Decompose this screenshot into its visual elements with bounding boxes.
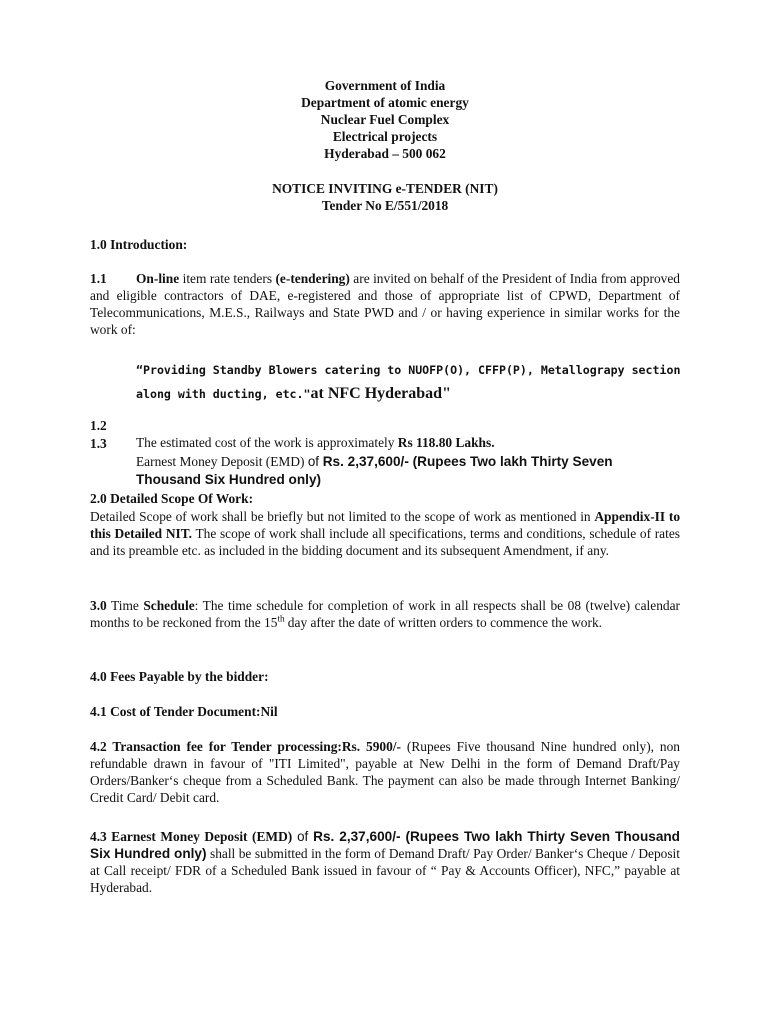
emd-amount-4-3: Rs. 2,37,600/- (Rupees Two lakh Thirty Seven Thousand Six Hundred only): [90, 829, 680, 861]
header-line-complex: Nuclear Fuel Complex: [320, 112, 450, 127]
emd-paragraph: 4.3 Earnest Money Deposit (EMD) of Rs. 2,37,600/- (Rupees Two lakh Thirty Seven Thousand Six Hundred only) shall be submitted in the form of Demand Draft/ Pay Order/ Banker‘s Cheque / Deposit at Call receipt/ FDR of a Scheduled Bank issued in favour of “ Pay & Accounts Officer), NFC,” payable at Hyderabad.: [90, 829, 680, 895]
section-fees-heading: 4.0 Fees Payable by the bidder:: [90, 669, 269, 684]
section-intro-heading: 1.0 Introduction:: [90, 237, 188, 252]
cost-of-tender-document: 4.1 Cost of Tender Document:Nil: [90, 704, 278, 719]
header-line-government: Government of India: [324, 78, 446, 93]
letterhead: [90, 77, 680, 162]
time-schedule-paragraph: 3.0 Time Schedule: The time schedule for completion of work in all respects shall be 08 (twelve) calendar months to be reckoned from the 15th day after the date of written orders to commence the work.: [90, 598, 680, 630]
estimated-cost: Rs 118.80 Lakhs.: [397, 435, 495, 450]
scope-paragraph: Detailed Scope of work shall be briefly but not limited to the scope of work as mentioned in Appendix-II to this Detailed NIT. The scope of work shall include all specifications, terms and conditions, schedule of rates and its preamble etc. as included in the bidding document and its subsequent Amendment, if any.: [90, 509, 681, 558]
work-title: “Providing Standby Blowers catering to NUOFP(O), CFFP(P), Metallograpy section along with ducting, etc.": [136, 363, 681, 401]
paragraph-1-1: 1.1 On-line item rate tenders (e-tendering) are invited on behalf of the President of India from approved and eligible contractors of DAE, e-registered and those of appropriate list of CPWD, Department of Telecommunications, M.E.S., Railways and State PWD and / or having experience in similar works for the work of:: [90, 271, 680, 337]
header-line-projects: Electrical projects: [332, 129, 438, 144]
work-description: [136, 358, 684, 406]
transaction-fee-paragraph: 4.2 Transaction fee for Tender processing:Rs. 5900/- (Rupees Five thousand Nine hundred only), non refundable drawn in favour of "ITI Limited", payable at New Delhi in the form of Demand Draft/Pay Orders/Banker‘s cheque from a Scheduled Bank. The payment can also be made through Internet Banking/ Credit Card/ Debit card.: [90, 739, 680, 805]
header-line-city: Hyderabad – 500 062: [324, 146, 446, 161]
work-location: at NFC Hyderabad": [310, 385, 451, 402]
paragraph-1-2: 1.2 The estimated cost of the work is approximately Rs 118.80 Lakhs.: [90, 418, 495, 450]
notice-title: NOTICE INVITING e-TENDER (NIT): [272, 181, 498, 196]
paragraph-number: 1.1: [90, 271, 107, 286]
paragraph-1-3: 1.3 Earnest Money Deposit (EMD) of Rs. 2,37,600/- (Rupees Two lakh Thirty Seven Thousand Six Hundred only): [90, 436, 613, 487]
tender-number: Tender No E/551/2018: [321, 198, 449, 213]
header-line-department: Department of atomic energy: [301, 95, 469, 110]
emd-amount: Rs. 2,37,600/- (Rupees Two lakh Thirty Seven Thousand Six Hundred only): [136, 454, 613, 487]
paragraph-number: 1.3: [90, 436, 107, 451]
paragraph-number: 1.2: [90, 418, 107, 433]
section-scope-heading: 2.0 Detailed Scope Of Work:: [90, 491, 254, 506]
notice-title-block: [90, 180, 680, 214]
